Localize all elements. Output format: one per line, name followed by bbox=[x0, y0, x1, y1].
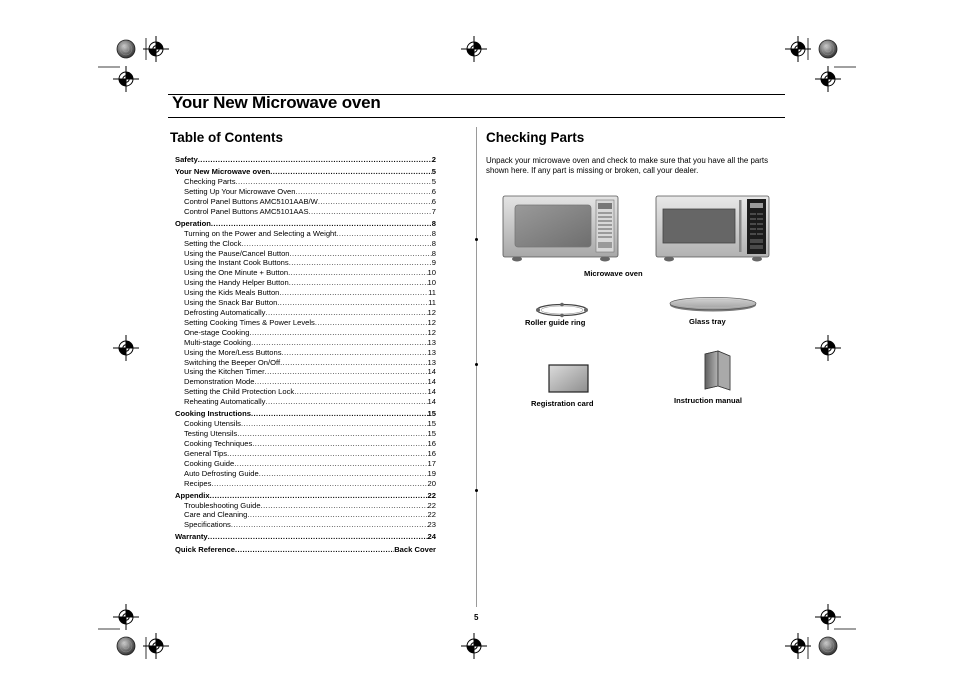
toc-entry-page: 20 bbox=[427, 478, 436, 488]
toc-list bbox=[175, 155, 436, 554]
toc-entry bbox=[175, 510, 436, 520]
toc-leader-dots bbox=[279, 288, 428, 298]
toc-entry bbox=[175, 449, 436, 459]
toc-leader-dots bbox=[252, 439, 427, 449]
toc-leader-dots bbox=[265, 397, 427, 407]
microwave-oven-white-illustration bbox=[502, 195, 620, 265]
toc-entry-label: Demonstration Mode bbox=[184, 377, 255, 387]
toc-leader-dots bbox=[251, 409, 428, 419]
toc-entry-page: 10 bbox=[427, 278, 436, 288]
toc-entry-page: 12 bbox=[427, 317, 436, 327]
toc-leader-dots bbox=[234, 459, 427, 469]
toc-entry-page: 17 bbox=[427, 458, 436, 468]
toc-entry-page: 15 bbox=[427, 429, 436, 439]
toc-entry-label: Quick Reference bbox=[175, 544, 235, 554]
toc-entry bbox=[175, 469, 436, 479]
parts-intro: Unpack your microwave oven and check to make sure that you have all the parts shown here. If any part is missing or broken, call your dealer. bbox=[486, 156, 769, 176]
divider-dot bbox=[475, 489, 478, 492]
divider-dot bbox=[475, 363, 478, 366]
toc-leader-dots bbox=[255, 377, 428, 387]
toc-entry-label: Using the Snack Bar Button bbox=[184, 298, 278, 308]
toc-entry-page: 9 bbox=[431, 258, 436, 268]
toc-entry-page: 19 bbox=[427, 468, 436, 478]
toc-entry bbox=[175, 298, 436, 308]
toc-leader-dots bbox=[265, 308, 427, 318]
toc-entry-label: Using the Instant Cook Buttons bbox=[184, 258, 289, 268]
toc-entry-label: General Tips bbox=[184, 448, 228, 458]
toc-entry-page: 11 bbox=[428, 288, 436, 298]
toc-leader-dots bbox=[231, 520, 428, 530]
toc-entry-label: Using the Handy Helper Button bbox=[184, 278, 289, 288]
toc-entry-label: Specifications bbox=[184, 520, 231, 530]
toc-entry-page: 8 bbox=[431, 218, 436, 228]
toc-entry bbox=[175, 397, 436, 407]
toc-entry-label: Using the More/Less Buttons bbox=[184, 347, 282, 357]
toc-leader-dots bbox=[198, 155, 432, 165]
toc-leader-dots bbox=[247, 510, 427, 520]
toc-leader-dots bbox=[277, 298, 428, 308]
toc-leader-dots bbox=[237, 429, 427, 439]
toc-entry-page: 8 bbox=[431, 228, 436, 238]
toc-entry-label: Cooking Instructions bbox=[175, 409, 251, 419]
toc-entry-label: Using the Kids Meals Button bbox=[184, 288, 280, 298]
toc-entry-page: 23 bbox=[427, 520, 436, 530]
toc-entry-label: Operation bbox=[175, 218, 211, 228]
toc-leader-dots bbox=[289, 258, 432, 268]
toc-entry-label: One-stage Cooking bbox=[184, 327, 250, 337]
toc-entry-page: 15 bbox=[427, 409, 436, 419]
toc-entry bbox=[175, 338, 436, 348]
toc-entry-page: 15 bbox=[427, 419, 436, 429]
toc-entry-label: Auto Defrosting Guide bbox=[184, 468, 259, 478]
toc-entry bbox=[175, 532, 436, 542]
toc-leader-dots bbox=[294, 387, 427, 397]
toc-entry-label: Multi-stage Cooking bbox=[184, 337, 252, 347]
toc-entry-label: Setting Up Your Microwave Oven bbox=[184, 186, 296, 196]
page-number: 5 bbox=[474, 613, 479, 622]
toc-entry-page: 13 bbox=[427, 347, 436, 357]
toc-entry bbox=[175, 439, 436, 449]
registration-card-illustration bbox=[548, 364, 590, 394]
caption-microwave-oven: Microwave oven bbox=[584, 269, 643, 278]
toc-leader-dots bbox=[309, 207, 432, 217]
toc-leader-dots bbox=[208, 532, 428, 542]
toc-leader-dots bbox=[261, 501, 428, 511]
toc-entry-label: Recipes bbox=[184, 478, 212, 488]
toc-entry-page: 7 bbox=[431, 206, 436, 216]
toc-entry bbox=[175, 387, 436, 397]
toc-entry-page: 22 bbox=[427, 510, 436, 520]
toc-entry-label: Warranty bbox=[175, 532, 208, 542]
toc-entry bbox=[175, 501, 436, 511]
toc-leader-dots bbox=[336, 229, 431, 239]
toc-entry-label: Appendix bbox=[175, 490, 210, 500]
toc-entry-page: 11 bbox=[428, 298, 436, 308]
toc-entry-page: 16 bbox=[427, 448, 436, 458]
toc-leader-dots bbox=[211, 479, 427, 489]
toc-entry-label: Setting Cooking Times & Power Levels bbox=[184, 317, 315, 327]
toc-entry bbox=[175, 377, 436, 387]
toc-leader-dots bbox=[282, 348, 428, 358]
toc-leader-dots bbox=[318, 197, 432, 207]
toc-entry-page: 6 bbox=[431, 186, 436, 196]
parts-heading: Checking Parts bbox=[486, 130, 585, 145]
toc-entry-page: 16 bbox=[427, 438, 436, 448]
toc-entry bbox=[175, 258, 436, 268]
toc-entry-page: 5 bbox=[431, 177, 436, 186]
toc-entry-page: 6 bbox=[431, 196, 436, 206]
toc-entry bbox=[175, 278, 436, 288]
toc-entry-page: 14 bbox=[427, 397, 436, 407]
divider-dot bbox=[475, 238, 478, 241]
toc-entry bbox=[175, 187, 436, 197]
toc-entry bbox=[175, 520, 436, 530]
toc-entry bbox=[175, 318, 436, 328]
microwave-oven-stainless-illustration bbox=[655, 195, 771, 265]
toc-entry bbox=[175, 197, 436, 207]
toc-leader-dots bbox=[249, 328, 427, 338]
toc-entry bbox=[175, 229, 436, 239]
toc-entry-label: Setting the Clock bbox=[184, 238, 242, 248]
toc-entry-label: Setting the Child Protection Lock bbox=[184, 387, 295, 397]
toc-entry bbox=[175, 419, 436, 429]
toc-entry bbox=[175, 155, 436, 165]
toc-leader-dots bbox=[251, 338, 427, 348]
toc-entry bbox=[175, 409, 436, 419]
toc-entry-label: Defrosting Automatically bbox=[184, 307, 266, 317]
toc-entry bbox=[175, 358, 436, 368]
toc-entry-label: Cooking Guide bbox=[184, 458, 235, 468]
toc-entry-page: 5 bbox=[431, 167, 436, 177]
toc-entry bbox=[175, 367, 436, 377]
toc-entry-page: Back Cover bbox=[394, 544, 436, 554]
toc-entry-page: 14 bbox=[427, 387, 436, 397]
toc-entry bbox=[175, 479, 436, 489]
toc-entry-page: 8 bbox=[431, 248, 436, 258]
toc-entry-page: 10 bbox=[427, 268, 436, 278]
instruction-manual-illustration bbox=[702, 350, 732, 392]
toc-entry-label: Switching the Beeper On/Off bbox=[184, 357, 281, 367]
toc-entry-page: 13 bbox=[427, 337, 436, 347]
header-bottom-rule bbox=[168, 117, 785, 118]
toc-entry bbox=[175, 177, 436, 187]
toc-entry-page: 24 bbox=[427, 532, 436, 542]
toc-entry bbox=[175, 308, 436, 318]
toc-entry-label: Cooking Utensils bbox=[184, 419, 241, 429]
column-divider bbox=[476, 127, 477, 607]
toc-leader-dots bbox=[295, 187, 431, 197]
toc-entry bbox=[175, 207, 436, 217]
toc-leader-dots bbox=[289, 278, 428, 288]
toc-heading: Table of Contents bbox=[170, 130, 283, 145]
toc-entry-label: Control Panel Buttons AMC5101AAB/W bbox=[184, 196, 318, 206]
toc-entry-label: Cooking Techniques bbox=[184, 438, 253, 448]
toc-leader-dots bbox=[241, 239, 431, 249]
toc-leader-dots bbox=[241, 419, 428, 429]
toc-entry-label: Testing Utensils bbox=[184, 429, 238, 439]
toc-leader-dots bbox=[288, 268, 427, 278]
toc-leader-dots bbox=[227, 449, 427, 459]
toc-leader-dots bbox=[280, 358, 427, 368]
toc-leader-dots bbox=[270, 167, 432, 177]
toc-entry-label: Using the Kitchen Timer bbox=[184, 367, 265, 377]
toc-entry-label: Using the Pause/Cancel Button bbox=[184, 248, 290, 258]
toc-entry bbox=[175, 429, 436, 439]
caption-roller-guide-ring: Roller guide ring bbox=[525, 318, 586, 327]
toc-entry-page: 12 bbox=[427, 327, 436, 337]
toc-leader-dots bbox=[211, 219, 432, 229]
toc-entry-page: 14 bbox=[427, 367, 436, 377]
toc-entry-label: Your New Microwave oven bbox=[175, 167, 271, 177]
caption-instruction-manual: Instruction manual bbox=[674, 396, 742, 405]
toc-entry-label: Using the One Minute + Button bbox=[184, 268, 289, 278]
toc-entry-label: Troubleshooting Guide bbox=[184, 500, 261, 510]
toc-entry bbox=[175, 219, 436, 229]
toc-leader-dots bbox=[265, 367, 428, 377]
toc-entry-label: Turning on the Power and Selecting a Weight bbox=[184, 228, 337, 238]
toc-leader-dots bbox=[210, 491, 428, 501]
page-title: Your New Microwave oven bbox=[172, 93, 381, 112]
toc-leader-dots bbox=[259, 469, 428, 479]
caption-registration-card: Registration card bbox=[531, 399, 594, 408]
toc-entry bbox=[175, 348, 436, 358]
toc-entry-label: Care and Cleaning bbox=[184, 510, 248, 520]
toc-entry-page: 22 bbox=[427, 490, 436, 500]
roller-guide-ring-illustration bbox=[535, 302, 589, 318]
toc-entry-page: 22 bbox=[427, 500, 436, 510]
toc-entry-label: Control Panel Buttons AMC5101AAS bbox=[184, 206, 309, 216]
toc-entry bbox=[175, 239, 436, 249]
toc-entry bbox=[175, 288, 436, 298]
toc-entry bbox=[175, 268, 436, 278]
toc-entry bbox=[175, 249, 436, 259]
toc-leader-dots bbox=[290, 249, 432, 259]
toc-entry-label: Safety bbox=[175, 155, 198, 164]
toc-leader-dots bbox=[315, 318, 428, 328]
caption-glass-tray: Glass tray bbox=[689, 317, 726, 326]
glass-tray-illustration bbox=[668, 295, 758, 313]
toc-entry bbox=[175, 545, 436, 555]
toc-entry-page: 14 bbox=[427, 377, 436, 387]
toc-entry-page: 12 bbox=[427, 307, 436, 317]
toc-entry-page: 13 bbox=[427, 357, 436, 367]
toc-entry-page: 2 bbox=[431, 155, 436, 164]
toc-leader-dots bbox=[236, 177, 432, 187]
toc-entry-label: Checking Parts bbox=[184, 177, 236, 186]
toc-entry bbox=[175, 167, 436, 177]
toc-entry bbox=[175, 328, 436, 338]
toc-entry bbox=[175, 491, 436, 501]
toc-entry bbox=[175, 459, 436, 469]
toc-entry-label: Reheating Automatically bbox=[184, 397, 266, 407]
toc-entry-page: 8 bbox=[431, 238, 436, 248]
toc-leader-dots bbox=[235, 545, 394, 555]
